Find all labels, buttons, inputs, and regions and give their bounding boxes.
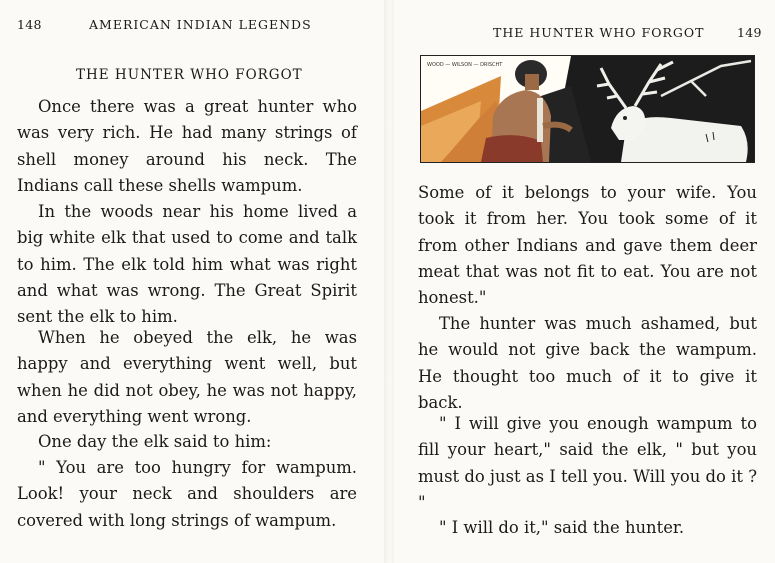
paragraph: When he obeyed the elk, he was happy and everything went well, but when he did not obey, he was not happy, and everything went wrong.	[17, 328, 357, 426]
page-number-right: 149	[737, 25, 762, 40]
paragraph: " You are too hungry for wampum. Look! your neck and shoulders are covered with long strings of wampum.	[17, 458, 357, 530]
chapter-title: THE HUNTER WHO FORGOT	[76, 67, 303, 83]
illustration-signature: WOOD — WILSON — DRISCHT	[427, 62, 503, 68]
paragraph: The hunter was much ashamed, but he would not give back the wampum. He thought too much of it to give it back.	[418, 314, 757, 412]
running-head-right: THE HUNTER WHO FORGOT	[493, 25, 705, 40]
paragraph: " I will give you enough wampum to fill your heart," said the elk, " but you must do just as I tell you. Will you do it ? "	[418, 414, 757, 512]
page-number-left: 148	[17, 17, 42, 32]
hunter-elk-illustration	[420, 55, 755, 163]
paragraph: " I will do it," said the hunter.	[439, 518, 685, 537]
paragraph: One day the elk said to him:	[38, 432, 272, 451]
paragraph: In the woods near his home lived a big white elk that used to come and talk to him. The elk told him what was right and what was wrong. The Great Spirit sent the elk to him.	[17, 202, 357, 327]
paragraph: Once there was a great hunter who was very rich. He had many strings of shell money around his neck. The Indians call these shells wampum.	[17, 97, 357, 195]
left-page	[0, 0, 385, 563]
illustration-art	[421, 56, 754, 162]
running-head-left: AMERICAN INDIAN LEGENDS	[89, 17, 312, 32]
paragraph: Some of it belongs to your wife. You took it from her. You took some of it from other Indians and gave them deer meat that was not fit to eat. You are not honest."	[418, 183, 757, 308]
